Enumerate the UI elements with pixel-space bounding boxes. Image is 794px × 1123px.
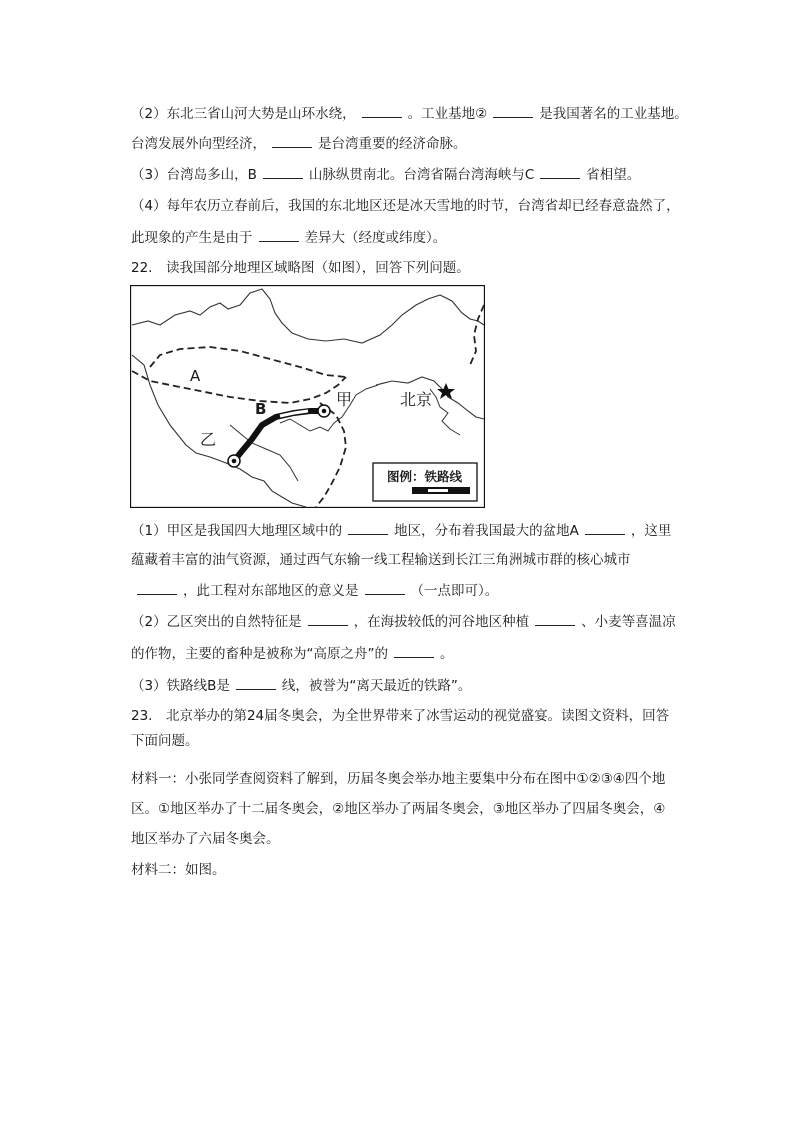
map-label-a: A (190, 367, 201, 385)
text-span: 台湾发展外向型经济， (131, 136, 266, 152)
text-line (131, 706, 669, 726)
answer-blank[interactable] (272, 133, 312, 148)
answer-blank[interactable] (348, 520, 388, 535)
text-span: （2）东北三省山河大势是山环水绕， (131, 106, 356, 122)
answer-blank[interactable] (394, 643, 434, 658)
region-map (130, 285, 485, 508)
text-line (131, 611, 676, 632)
text-line (131, 675, 471, 696)
text-span: 是我国著名的工业基地。 (539, 106, 688, 122)
text-span: （一点即可）。 (410, 583, 499, 599)
text-span: 的作物，主要的畜种是被称为“高原之舟”的 (131, 646, 388, 662)
text-span: 区。①地区举办了十二届冬奥会，②地区举办了两届冬奥会，③地区举办了四届冬奥会，④ (131, 801, 666, 817)
text-line (131, 829, 280, 849)
map-label-yi: 乙 (200, 430, 217, 449)
text-span: 地区，分布着我国最大的盆地A (394, 523, 579, 539)
text-span: 蕴藏着丰富的油气资源，通过西气东输一线工程输送到长江三角洲城市群的核心城市 (131, 552, 631, 568)
text-span: （3）铁路线B是 (131, 678, 230, 694)
answer-blank[interactable] (585, 520, 625, 535)
map-label-beijing: 北京 (400, 390, 433, 409)
text-span: 材料二：如图。 (131, 862, 226, 878)
text-line (131, 643, 454, 664)
text-span: 省相望。 (586, 167, 641, 183)
text-span: 是台湾重要的经济命脉。 (318, 136, 467, 152)
text-span: （1）甲区是我国四大地理区域中的 (131, 523, 343, 539)
answer-blank[interactable] (535, 611, 575, 626)
text-span: （3）台湾岛多山，B (131, 167, 257, 183)
text-span: ，此工程对东部地区的意义是 (183, 583, 359, 599)
text-line (131, 769, 665, 789)
text-line (131, 164, 640, 185)
text-line (131, 227, 446, 248)
text-line (131, 731, 199, 751)
answer-blank[interactable] (308, 611, 348, 626)
text-span: 22. 读我国部分地理区域略图（如图），回答下列问题。 (131, 260, 470, 276)
text-span: 山脉纵贯南北。台湾省隔台湾海峡与C (308, 167, 535, 183)
text-span: （4）每年农历立春前后，我国的东北地区还是冰天雪地的时节，台湾省却已经春意盎然了， (131, 198, 680, 214)
text-span: ，在海拔较低的河谷地区种植 (353, 614, 530, 630)
answer-blank[interactable] (365, 580, 405, 595)
text-line (131, 133, 467, 154)
text-line (131, 196, 680, 216)
text-span: 材料一：小张同学查阅资料了解到，历届冬奥会举办地主要集中分布在图中①②③④四个地 (131, 771, 666, 787)
text-line (131, 520, 671, 541)
answer-blank[interactable] (259, 227, 299, 242)
text-span: ，这里 (630, 523, 672, 539)
text-span: 此现象的产生是由于 (131, 230, 253, 246)
map-label-b: B (255, 400, 267, 418)
text-span: 。工业基地② (407, 106, 488, 122)
answer-blank[interactable] (263, 164, 303, 179)
text-span: 地区举办了六届冬奥会。 (131, 831, 280, 847)
answer-blank[interactable] (236, 675, 276, 690)
map-label-jia: 甲 (336, 390, 353, 409)
text-span: 、小麦等喜温凉 (581, 614, 676, 630)
text-span: 差异大（经度或纬度）。 (304, 230, 447, 246)
text-line (131, 580, 498, 601)
text-line (131, 860, 226, 880)
text-span: 。 (440, 646, 454, 662)
text-line (131, 550, 631, 570)
text-line (131, 799, 665, 819)
text-line (131, 103, 688, 124)
text-span: （2）乙区突出的自然特征是 (131, 614, 302, 630)
answer-blank[interactable] (493, 103, 533, 118)
answer-blank[interactable] (137, 580, 177, 595)
legend-title: 图例：铁路线 (387, 469, 463, 484)
text-span: 线，被誉为“离天最近的铁路”。 (281, 678, 472, 694)
text-line (131, 258, 470, 278)
text-span: 23. 北京举办的第24届冬奥会，为全世界带来了冰雪运动的视觉盛宴。读图文资料，回答 (131, 708, 670, 724)
answer-blank[interactable] (540, 164, 580, 179)
text-span: 下面问题。 (131, 733, 199, 749)
answer-blank[interactable] (362, 103, 402, 118)
